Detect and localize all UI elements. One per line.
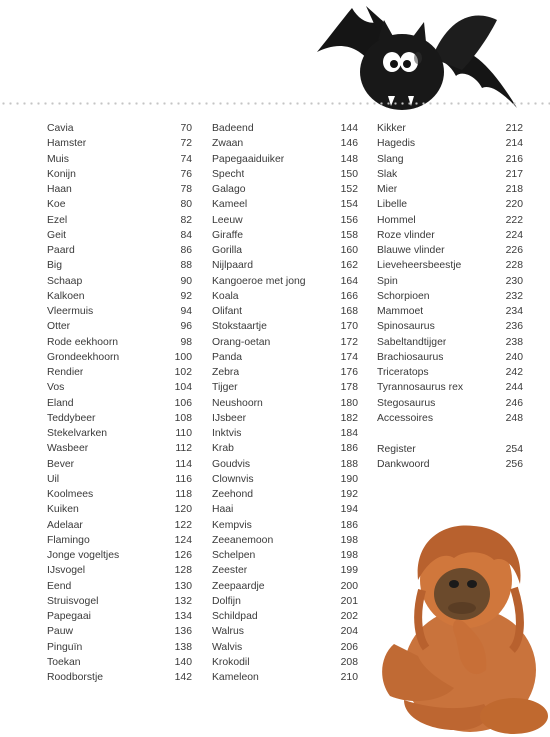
toc-entry-name: Hamster (47, 138, 87, 150)
toc-entry-page: 84 (180, 229, 192, 241)
toc-entry (212, 670, 358, 685)
toc-entry-name: Geit (47, 229, 67, 241)
toc-entry (212, 152, 358, 167)
toc-entry-page: 204 (340, 626, 358, 638)
toc-entry-name: Kuiken (47, 504, 79, 516)
toc-entry (47, 472, 192, 487)
toc-entry (212, 136, 358, 151)
dotted-divider (0, 102, 550, 105)
toc-entry (212, 518, 358, 533)
toc-entry-name: Badeend (212, 123, 254, 134)
toc-entry-page: 138 (174, 641, 192, 653)
toc-entry-name: Giraffe (212, 229, 243, 241)
toc-entry-page: 180 (340, 397, 358, 409)
toc-entry (212, 335, 358, 350)
toc-entry-page: 192 (340, 489, 358, 500)
toc-entry-page: 222 (505, 214, 523, 226)
toc-entry-name: Otter (47, 321, 71, 333)
toc-entry-name: Gorilla (212, 245, 243, 256)
toc-entry-page: 72 (180, 138, 192, 150)
toc-entry (47, 579, 192, 594)
toc-entry-name: Mier (377, 184, 398, 195)
toc-entry-page: 76 (180, 168, 192, 180)
toc-entry-page: 158 (340, 229, 358, 241)
toc-entry (212, 289, 358, 304)
toc-entry-page: 226 (505, 245, 523, 256)
toc-entry-page: 174 (340, 351, 358, 363)
toc-entry (377, 289, 523, 304)
toc-entry-page: 80 (180, 199, 192, 211)
toc-entry-name: Haai (212, 504, 234, 516)
toc-entry (47, 655, 192, 670)
bat-illustration (312, 0, 522, 112)
contents-column-2 (212, 121, 358, 685)
toc-entry-page: 134 (174, 611, 192, 622)
toc-entry-page: 86 (180, 245, 192, 256)
toc-entry (212, 380, 358, 395)
toc-entry-name: Eland (47, 397, 74, 409)
toc-entry (47, 335, 192, 350)
toc-entry (377, 396, 523, 411)
toc-entry (212, 243, 358, 258)
toc-entry-name: Konijn (47, 168, 76, 180)
toc-entry-name: Spinosaurus (377, 321, 435, 333)
toc-entry-name: Schildpad (212, 611, 258, 622)
toc-entry-page: 96 (180, 321, 192, 333)
toc-entry (47, 228, 192, 243)
toc-entry (212, 182, 358, 197)
toc-entry-name: Koe (47, 199, 66, 211)
toc-entry-page: 234 (505, 306, 523, 317)
toc-entry-page: 199 (340, 565, 358, 577)
toc-entry-name: Spin (377, 275, 398, 287)
toc-entry (47, 487, 192, 502)
toc-entry-name: Orang-oetan (212, 336, 271, 348)
toc-entry-name: Struisvogel (47, 595, 99, 607)
toc-entry (377, 457, 523, 472)
toc-entry (47, 426, 192, 441)
toc-entry (212, 319, 358, 334)
toc-entry (377, 258, 523, 273)
toc-entry-page: 248 (505, 412, 523, 424)
toc-entry (377, 365, 523, 380)
toc-entry-page: 184 (340, 428, 358, 439)
toc-entry-name: Goudvis (212, 458, 251, 470)
toc-entry (47, 136, 192, 151)
toc-entry-page: 240 (505, 351, 523, 363)
toc-entry-page: 74 (180, 153, 192, 165)
toc-entry-page: 88 (180, 260, 192, 272)
toc-entry-name: Register (377, 444, 416, 455)
toc-entry (212, 197, 358, 212)
toc-entry-name: Pauw (47, 626, 73, 638)
toc-entry-page: 190 (340, 473, 358, 485)
toc-entry (377, 442, 523, 457)
toc-entry-name: Wasbeer (47, 443, 89, 455)
toc-entry (47, 411, 192, 426)
toc-entry (47, 304, 192, 319)
toc-entry-page: 218 (505, 184, 523, 195)
toc-entry (212, 411, 358, 426)
toc-entry (377, 152, 523, 167)
toc-entry-name: Inktvis (212, 428, 242, 439)
toc-entry-page: 116 (175, 473, 192, 485)
toc-entry (212, 304, 358, 319)
toc-entry-page: 142 (174, 672, 192, 683)
toc-entry-page: 148 (340, 153, 358, 165)
toc-entry-page: 186 (340, 443, 358, 455)
toc-entry-name: Dolfijn (212, 595, 241, 607)
toc-entry-name: Dankwoord (377, 459, 430, 471)
toc-entry (47, 152, 192, 167)
toc-entry-name: Muis (47, 153, 69, 165)
toc-entry-page: 100 (174, 351, 192, 363)
toc-entry-page: 217 (505, 168, 523, 180)
toc-entry-page: 186 (340, 519, 358, 531)
toc-entry-page: 118 (175, 489, 192, 500)
toc-entry-name: Rode eekhoorn (47, 336, 119, 348)
toc-entry (377, 213, 523, 228)
toc-entry-name: Lieveheersbeestje (377, 260, 462, 272)
toc-entry-page: 206 (340, 641, 358, 653)
toc-entry-name: Mammoet (377, 306, 424, 317)
toc-entry (47, 518, 192, 533)
toc-entry-name: Zwaan (212, 138, 244, 150)
toc-entry (212, 472, 358, 487)
toc-entry-page: 198 (340, 534, 358, 546)
toc-entry-page: 94 (180, 306, 192, 317)
toc-entry-page: 254 (505, 444, 523, 455)
toc-entry (47, 319, 192, 334)
toc-entry-page: 122 (174, 519, 192, 531)
toc-entry-page: 216 (505, 153, 523, 165)
toc-entry-page: 144 (340, 123, 358, 134)
toc-entry-name: Zeeanemoon (212, 534, 274, 546)
toc-entry (377, 411, 523, 426)
toc-entry (212, 655, 358, 670)
toc-entry-page: 154 (340, 199, 358, 211)
toc-entry (212, 396, 358, 411)
toc-entry (212, 441, 358, 456)
toc-entry (47, 457, 192, 472)
toc-entry-name: Rendier (47, 367, 84, 378)
toc-entry-name: Olifant (212, 306, 243, 317)
toc-entry (47, 624, 192, 639)
toc-entry-name: Stokstaartje (212, 321, 267, 333)
toc-entry-page: 246 (505, 397, 523, 409)
toc-entry-name: Papegaai (47, 611, 91, 622)
toc-entry-name: Paard (47, 245, 75, 256)
toc-entry-page: 164 (340, 275, 358, 287)
toc-entry (212, 624, 358, 639)
toc-entry (47, 213, 192, 228)
toc-entry (212, 487, 358, 502)
toc-entry-name: Hommel (377, 214, 416, 226)
toc-entry-page: 106 (174, 397, 192, 409)
toc-entry (212, 457, 358, 472)
toc-entry-name: Uil (47, 473, 60, 485)
toc-entry-name: Neushoorn (212, 397, 263, 409)
toc-entry-page: 146 (340, 138, 358, 150)
toc-entry (47, 548, 192, 563)
toc-entry (212, 609, 358, 624)
toc-entry-name: Accessoires (377, 412, 434, 424)
toc-entry (47, 289, 192, 304)
toc-entry-name: Teddybeer (47, 412, 96, 424)
toc-entry-name: Krokodil (212, 656, 250, 668)
toc-entry-page: 238 (505, 336, 523, 348)
toc-entry (377, 228, 523, 243)
toc-entry-name: Walvis (212, 641, 243, 653)
toc-entry-page: 228 (505, 260, 523, 272)
toc-entry-page: 230 (505, 275, 523, 287)
toc-entry (377, 182, 523, 197)
toc-entry-page: 110 (175, 428, 192, 439)
toc-entry-name: Pinguïn (47, 641, 83, 653)
toc-entry-page: 172 (340, 336, 358, 348)
toc-entry (47, 365, 192, 380)
toc-entry-page: 182 (340, 412, 358, 424)
toc-entry-page: 201 (340, 595, 358, 607)
toc-entry-page: 82 (180, 214, 192, 226)
toc-entry-page: 104 (174, 382, 192, 394)
toc-entry-page: 130 (174, 580, 192, 592)
toc-entry (47, 274, 192, 289)
toc-entry-name: Galago (212, 184, 246, 195)
toc-entry-name: Zebra (212, 367, 240, 378)
toc-entry-page: 90 (180, 275, 192, 287)
toc-entry-name: Kempvis (212, 519, 252, 531)
toc-entry-name: Jonge vogeltjes (47, 550, 120, 561)
toc-entry-name: Clownvis (212, 473, 254, 485)
orangutan-illustration (374, 520, 550, 737)
toc-entry (212, 258, 358, 273)
toc-entry-page: 152 (340, 184, 358, 195)
toc-entry-name: Stekelvarken (47, 428, 108, 439)
toc-entry (47, 350, 192, 365)
toc-entry-name: Cavia (47, 123, 74, 134)
toc-entry (377, 319, 523, 334)
toc-entry-page: 256 (505, 459, 523, 471)
toc-entry-page: 166 (340, 290, 358, 302)
toc-entry (212, 502, 358, 517)
toc-entry (47, 258, 192, 273)
toc-entry (47, 396, 192, 411)
toc-entry-page: 224 (505, 229, 523, 241)
toc-entry-page: 232 (505, 290, 523, 302)
toc-entry-page: 150 (340, 168, 358, 180)
toc-entry-page: 244 (505, 382, 523, 394)
toc-entry-name: Kameleon (212, 672, 259, 683)
toc-entry-page: 198 (340, 550, 358, 561)
toc-entry-name: Ezel (47, 214, 68, 226)
toc-entry-name: Zeepaardje (212, 580, 265, 592)
toc-entry (377, 136, 523, 151)
toc-entry-name: Kameel (212, 199, 248, 211)
toc-entry-page: 126 (174, 550, 192, 561)
toc-entry-name: Tijger (212, 382, 238, 394)
toc-entry-name: IJsvogel (47, 565, 86, 577)
toc-entry (377, 380, 523, 395)
toc-entry-page: 188 (340, 458, 358, 470)
toc-entry (47, 640, 192, 655)
toc-entry-name: Zeehond (212, 489, 254, 500)
toc-entry (47, 167, 192, 182)
toc-entry (47, 594, 192, 609)
toc-entry-page: 98 (180, 336, 192, 348)
toc-entry-page: 210 (340, 672, 358, 683)
toc-entry-name: Krab (212, 443, 234, 455)
toc-entry-name: Papegaaiduiker (212, 153, 285, 165)
toc-entry-name: Schelpen (212, 550, 256, 561)
toc-entry (377, 243, 523, 258)
toc-entry-name: Roodborstje (47, 672, 104, 683)
toc-entry (47, 533, 192, 548)
toc-entry-name: Koala (212, 290, 239, 302)
toc-entry-page: 132 (174, 595, 192, 607)
toc-entry (377, 304, 523, 319)
toc-entry-name: Grondeekhoorn (47, 351, 120, 363)
toc-entry (212, 167, 358, 182)
toc-entry (377, 335, 523, 350)
toc-entry-name: Eend (47, 580, 72, 592)
toc-entry-page: 202 (340, 611, 358, 622)
toc-entry-name: Slang (377, 153, 404, 165)
toc-entry-page: 214 (505, 138, 523, 150)
toc-entry (47, 502, 192, 517)
toc-entry-name: Sabeltandtijger (377, 336, 447, 348)
toc-entry-name: Toekan (47, 656, 81, 668)
toc-entry-name: Kikker (377, 123, 406, 134)
toc-entry (47, 121, 192, 136)
toc-entry (212, 274, 358, 289)
section-spacer (377, 426, 523, 442)
toc-entry-page: 92 (180, 290, 192, 302)
toc-entry-page: 236 (505, 321, 523, 333)
toc-entry (377, 121, 523, 136)
toc-entry (212, 563, 358, 578)
toc-entry-page: 162 (340, 260, 358, 272)
toc-entry (212, 548, 358, 563)
toc-entry-name: IJsbeer (212, 412, 247, 424)
toc-entry-page: 170 (340, 321, 358, 333)
toc-entry-page: 120 (174, 504, 192, 516)
toc-entry-name: Kalkoen (47, 290, 85, 302)
toc-entry-page: 102 (174, 367, 192, 378)
toc-entry-page: 220 (505, 199, 523, 211)
toc-entry-name: Roze vlinder (377, 229, 435, 241)
contents-column-1 (47, 121, 192, 685)
toc-entry-name: Zeester (212, 565, 248, 577)
toc-entry (212, 228, 358, 243)
toc-entry-page: 178 (340, 382, 358, 394)
toc-entry (212, 426, 358, 441)
toc-entry-page: 160 (340, 245, 358, 256)
toc-entry-page: 112 (175, 443, 192, 455)
toc-entry (212, 121, 358, 136)
toc-entry-page: 168 (340, 306, 358, 317)
toc-entry (212, 640, 358, 655)
toc-entry-page: 114 (175, 458, 192, 470)
toc-entry-name: Brachiosaurus (377, 351, 444, 363)
toc-entry (212, 365, 358, 380)
toc-entry-page: 156 (340, 214, 358, 226)
toc-entry-page: 208 (340, 656, 358, 668)
toc-entry (212, 579, 358, 594)
toc-entry-page: 78 (180, 184, 192, 195)
contents-column-3 (377, 121, 523, 473)
toc-entry-name: Nijlpaard (212, 260, 254, 272)
toc-entry-name: Big (47, 260, 63, 272)
toc-entry-name: Haan (47, 184, 72, 195)
toc-entry (47, 563, 192, 578)
toc-entry-page: 242 (505, 367, 523, 378)
toc-entry-name: Koolmees (47, 489, 94, 500)
toc-entry-name: Vos (47, 382, 65, 394)
toc-entry-name: Triceratops (377, 367, 429, 378)
toc-entry-name: Panda (212, 351, 243, 363)
toc-entry-name: Flamingo (47, 534, 90, 546)
toc-entry (377, 274, 523, 289)
toc-entry-name: Vleermuis (47, 306, 94, 317)
toc-entry (47, 609, 192, 624)
toc-entry (47, 182, 192, 197)
toc-entry-page: 200 (340, 580, 358, 592)
toc-entry (47, 441, 192, 456)
toc-entry-name: Schaap (47, 275, 83, 287)
toc-entry (377, 167, 523, 182)
toc-entry-page: 108 (174, 412, 192, 424)
toc-entry (47, 380, 192, 395)
toc-entry-name: Kangoeroe met jong (212, 275, 306, 287)
toc-entry-page: 194 (340, 504, 358, 516)
toc-entry (47, 197, 192, 212)
toc-entry-name: Schorpioen (377, 290, 430, 302)
toc-entry-page: 136 (174, 626, 192, 638)
toc-entry-page: 70 (180, 123, 192, 134)
toc-entry-page: 176 (340, 367, 358, 378)
toc-entry-page: 140 (174, 656, 192, 668)
toc-entry (377, 350, 523, 365)
toc-entry-page: 128 (174, 565, 192, 577)
toc-entry-page: 124 (174, 534, 192, 546)
toc-entry-name: Adelaar (47, 519, 83, 531)
toc-entry (212, 213, 358, 228)
toc-entry (47, 670, 192, 685)
toc-entry-name: Slak (377, 168, 398, 180)
toc-entry (212, 350, 358, 365)
toc-entry (212, 594, 358, 609)
toc-entry-name: Specht (212, 168, 245, 180)
toc-entry-page: 212 (505, 123, 523, 134)
toc-entry-name: Blauwe vlinder (377, 245, 445, 256)
toc-entry (47, 243, 192, 258)
toc-entry-name: Tyrannosaurus rex (377, 382, 464, 394)
toc-entry-name: Walrus (212, 626, 244, 638)
toc-entry-name: Hagedis (377, 138, 416, 150)
toc-entry (212, 533, 358, 548)
toc-entry-name: Libelle (377, 199, 408, 211)
toc-entry (377, 197, 523, 212)
toc-entry-name: Bever (47, 458, 75, 470)
toc-entry-name: Leeuw (212, 214, 243, 226)
toc-entry-name: Stegosaurus (377, 397, 436, 409)
